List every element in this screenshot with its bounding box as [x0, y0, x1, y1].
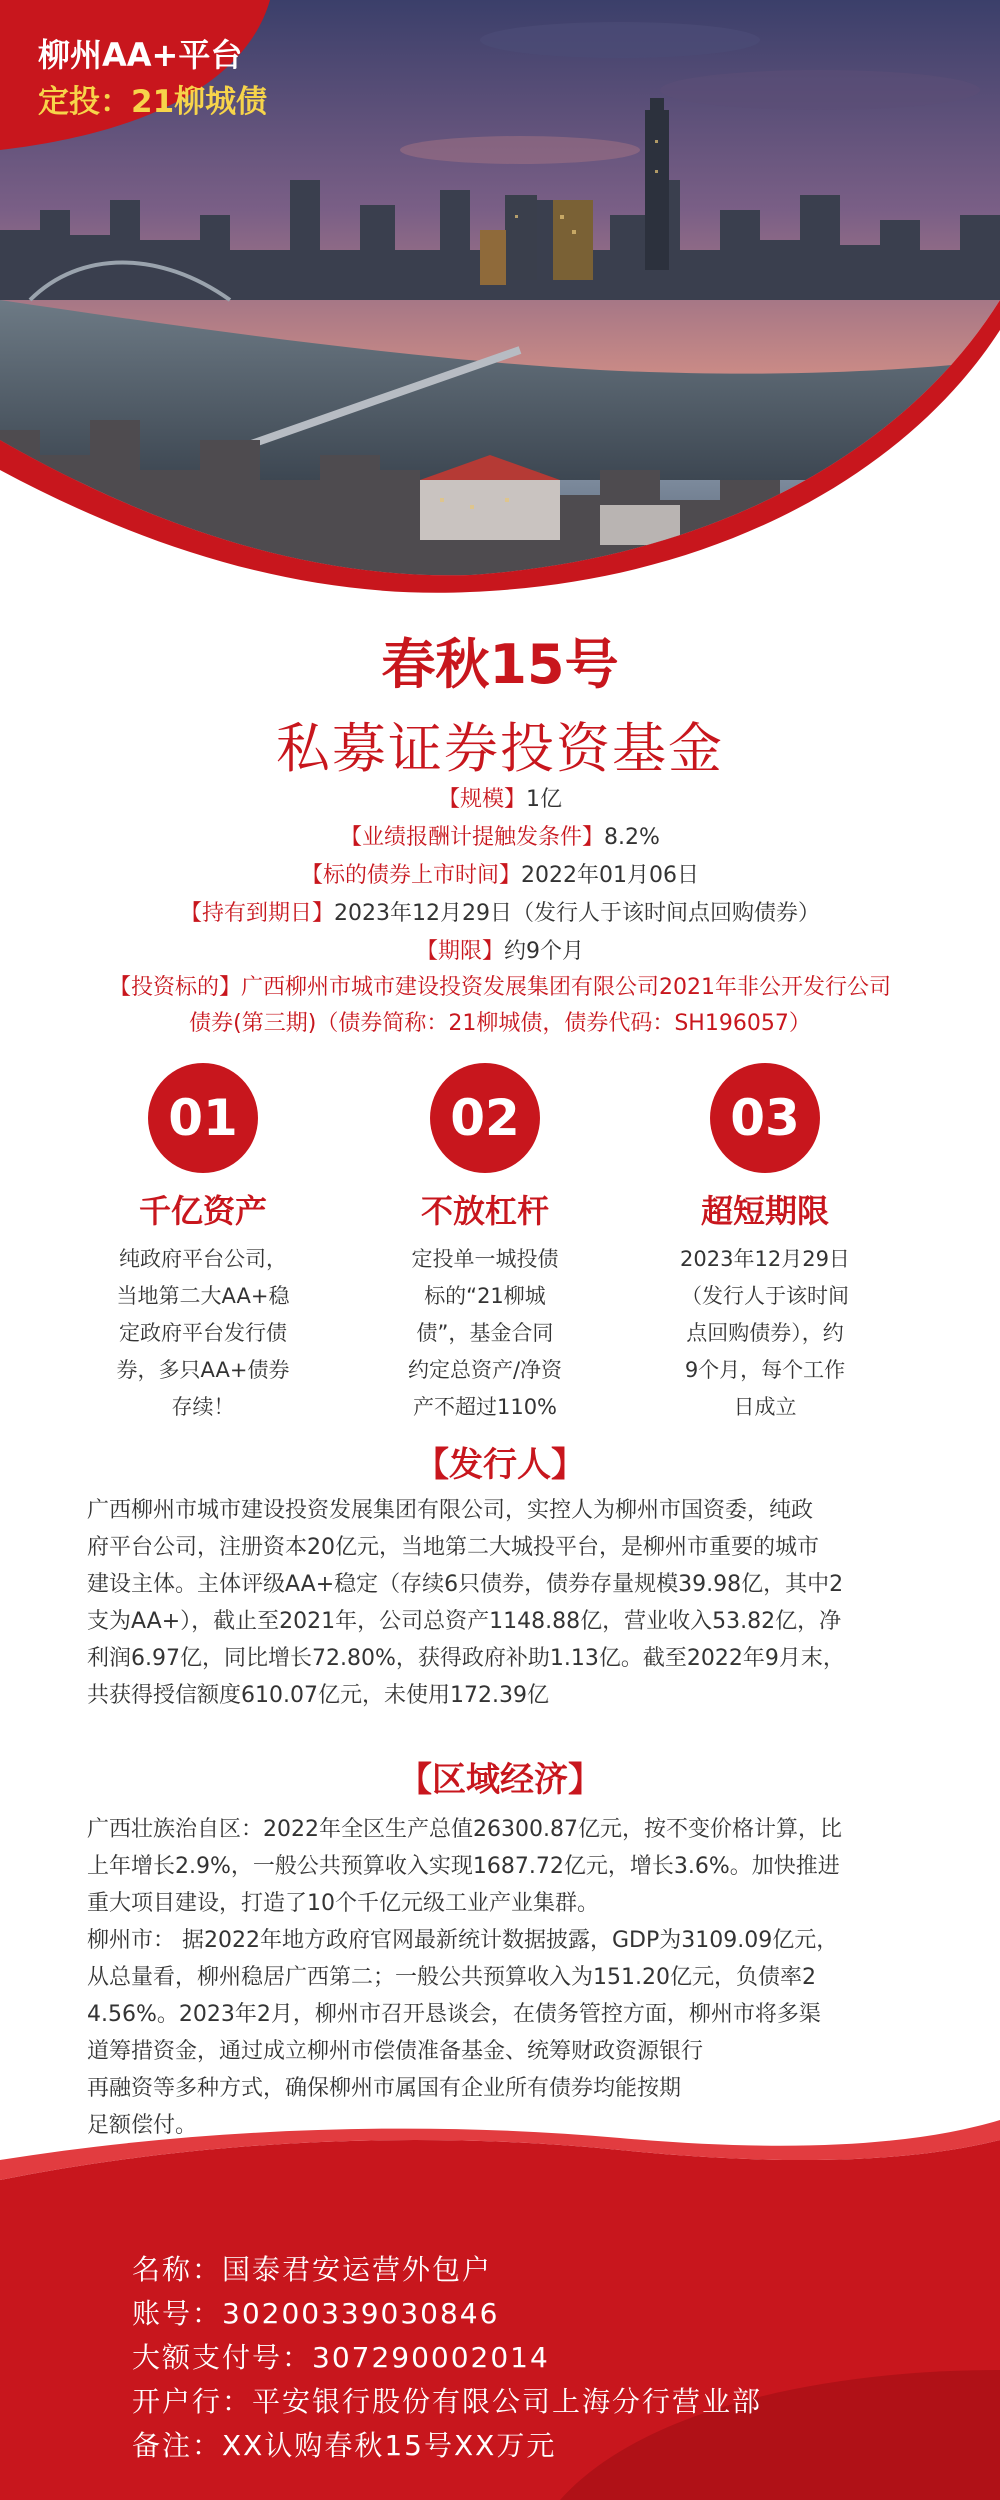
paragraph-line: 支为AA+），截止至2021年，公司总资产1148.88亿，营业收入53.82亿，净 — [87, 1609, 842, 1634]
feature-card — [625, 1063, 905, 1426]
desc-line: 标的“21柳城 — [424, 1284, 546, 1308]
feature-description — [625, 1241, 905, 1426]
feature-number-badge: 03 — [710, 1063, 820, 1173]
info-value: 2023年12月29日（发行人于该时间点回购债券） — [334, 901, 820, 926]
info-maturity — [0, 896, 1000, 927]
paragraph-line: 府平台公司，注册资本20亿元，当地第二大城投平台，是柳州市重要的城市 — [87, 1535, 819, 1560]
info-key: 【标的债券上市时间】 — [301, 863, 522, 888]
info-scale — [0, 782, 1000, 813]
paragraph-line: 共获得授信额度610.07亿元，未使用172.39亿 — [87, 1683, 549, 1708]
paragraph-line: 利润6.97亿，同比增长72.80%，获得政府补助1.13亿。截至2022年9月末， — [87, 1646, 845, 1671]
fund-subtitle: 私募证券投资基金 — [276, 717, 724, 780]
info-key: 【投资标的】 — [108, 975, 241, 1000]
paragraph-line: 道筹措资金，通过成立柳州市偿债准备基金、统筹财政资源银行 — [87, 2039, 704, 2064]
paragraph-line: 4.56%。2023年2月，柳州市召开恳谈会，在债务管控方面，柳州市将多渠 — [87, 2002, 821, 2027]
feature-card — [345, 1063, 625, 1426]
region-paragraph — [87, 1811, 937, 2144]
paragraph-line: 重大项目建设，打造了10个千亿元级工业产业集群。 — [87, 1891, 599, 1916]
feature-title: 千亿资产 — [138, 1192, 267, 1230]
info-value: 债券(第三期)（债券简称：21柳城债，债券代码：SH196057） — [189, 1011, 811, 1036]
info-listing-date — [0, 858, 1000, 889]
info-key: 【规模】 — [437, 787, 526, 812]
payment-footer — [0, 2120, 1000, 2500]
platform-tag: 柳州AA+平台 — [38, 36, 243, 74]
info-term — [0, 934, 1000, 965]
feature-card — [63, 1063, 343, 1426]
paragraph-line: 柳州市： 据2022年地方政府官网最新统计数据披露，GDP为3109.09亿元， — [87, 1928, 839, 1953]
paragraph-line: 广西壮族治自区：2022年全区生产总值26300.87亿元，按不变价格计算，比 — [87, 1817, 842, 1842]
info-target-cont — [0, 1006, 1000, 1037]
paragraph-line: 足额偿付。 — [87, 2113, 198, 2138]
feature-title: 超短期限 — [700, 1192, 829, 1230]
info-performance — [0, 820, 1000, 851]
desc-line: 日成立 — [733, 1395, 797, 1419]
desc-line: 债”，基金合同 — [416, 1321, 554, 1345]
desc-line: 当地第二大AA+稳 — [116, 1284, 290, 1308]
info-value: 约9个月 — [504, 939, 584, 964]
hero-banner — [0, 0, 1000, 600]
info-key: 【持有到期日】 — [180, 901, 335, 926]
large-payment-number: 大额支付号：307290002014 — [132, 2341, 550, 2374]
issuer-paragraph — [87, 1492, 937, 1714]
payee-name: 名称：国泰君安运营外包户 — [132, 2253, 493, 2286]
feature-description — [63, 1241, 343, 1426]
bank-name: 开户行：平安银行股份有限公司上海分行营业部 — [132, 2385, 763, 2418]
issuer-section-title: 【发行人】 — [415, 1445, 585, 1485]
feature-description — [345, 1241, 625, 1426]
paragraph-line: 上年增长2.9%，一般公共预算收入实现1687.72亿元，增长3.6%。加快推进 — [87, 1854, 840, 1879]
feature-number-badge: 01 — [148, 1063, 258, 1173]
region-section-title: 【区域经济】 — [398, 1760, 602, 1800]
desc-line: 约定总资产/净资 — [407, 1358, 563, 1382]
info-key: 【期限】 — [415, 939, 504, 964]
paragraph-line: 再融资等多种方式，确保柳州市属国有企业所有债券均能按期 — [87, 2076, 682, 2101]
paragraph-line: 从总量看，柳州稳居广西第二；一般公共预算收入为151.20亿元，负债率2 — [87, 1965, 816, 1990]
info-key: 【业绩报酬计提触发条件】 — [340, 825, 605, 850]
desc-line: 2023年12月29日 — [680, 1247, 850, 1271]
desc-line: （发行人于该时间 — [681, 1284, 849, 1308]
feature-title: 不放杠杆 — [420, 1192, 549, 1230]
desc-line: 定政府平台发行债 — [119, 1321, 287, 1345]
feature-number-badge: 02 — [430, 1063, 540, 1173]
info-value: 1亿 — [526, 787, 562, 812]
info-value: 8.2% — [604, 825, 660, 850]
info-target — [0, 970, 1000, 1001]
desc-line: 9个月，每个工作 — [684, 1358, 846, 1382]
info-value: 2022年01月06日 — [521, 863, 699, 888]
paragraph-line: 广西柳州市城市建设投资发展集团有限公司，实控人为柳州市国资委，纯政 — [87, 1498, 814, 1523]
paragraph-line: 建设主体。主体评级AA+稳定（存续6只债券，债券存量规模39.98亿，其中2 — [87, 1572, 844, 1597]
desc-line: 存续！ — [171, 1395, 235, 1419]
target-tag: 定投：21柳城债 — [38, 84, 268, 120]
info-value: 广西柳州市城市建设投资发展集团有限公司2021年非公开发行公司 — [241, 975, 891, 1000]
desc-line: 点回购债券），约 — [686, 1321, 844, 1345]
fund-title: 春秋15号 — [381, 633, 619, 696]
desc-line: 券，多只AA+债券 — [116, 1358, 290, 1382]
desc-line: 纯政府平台公司， — [119, 1247, 287, 1271]
desc-line: 产不超过110% — [412, 1395, 558, 1419]
remark: 备注：XX认购春秋15号XX万元 — [132, 2429, 557, 2462]
account-number: 账号：30200339030846 — [132, 2297, 500, 2330]
desc-line: 定投单一城投债 — [411, 1247, 559, 1271]
